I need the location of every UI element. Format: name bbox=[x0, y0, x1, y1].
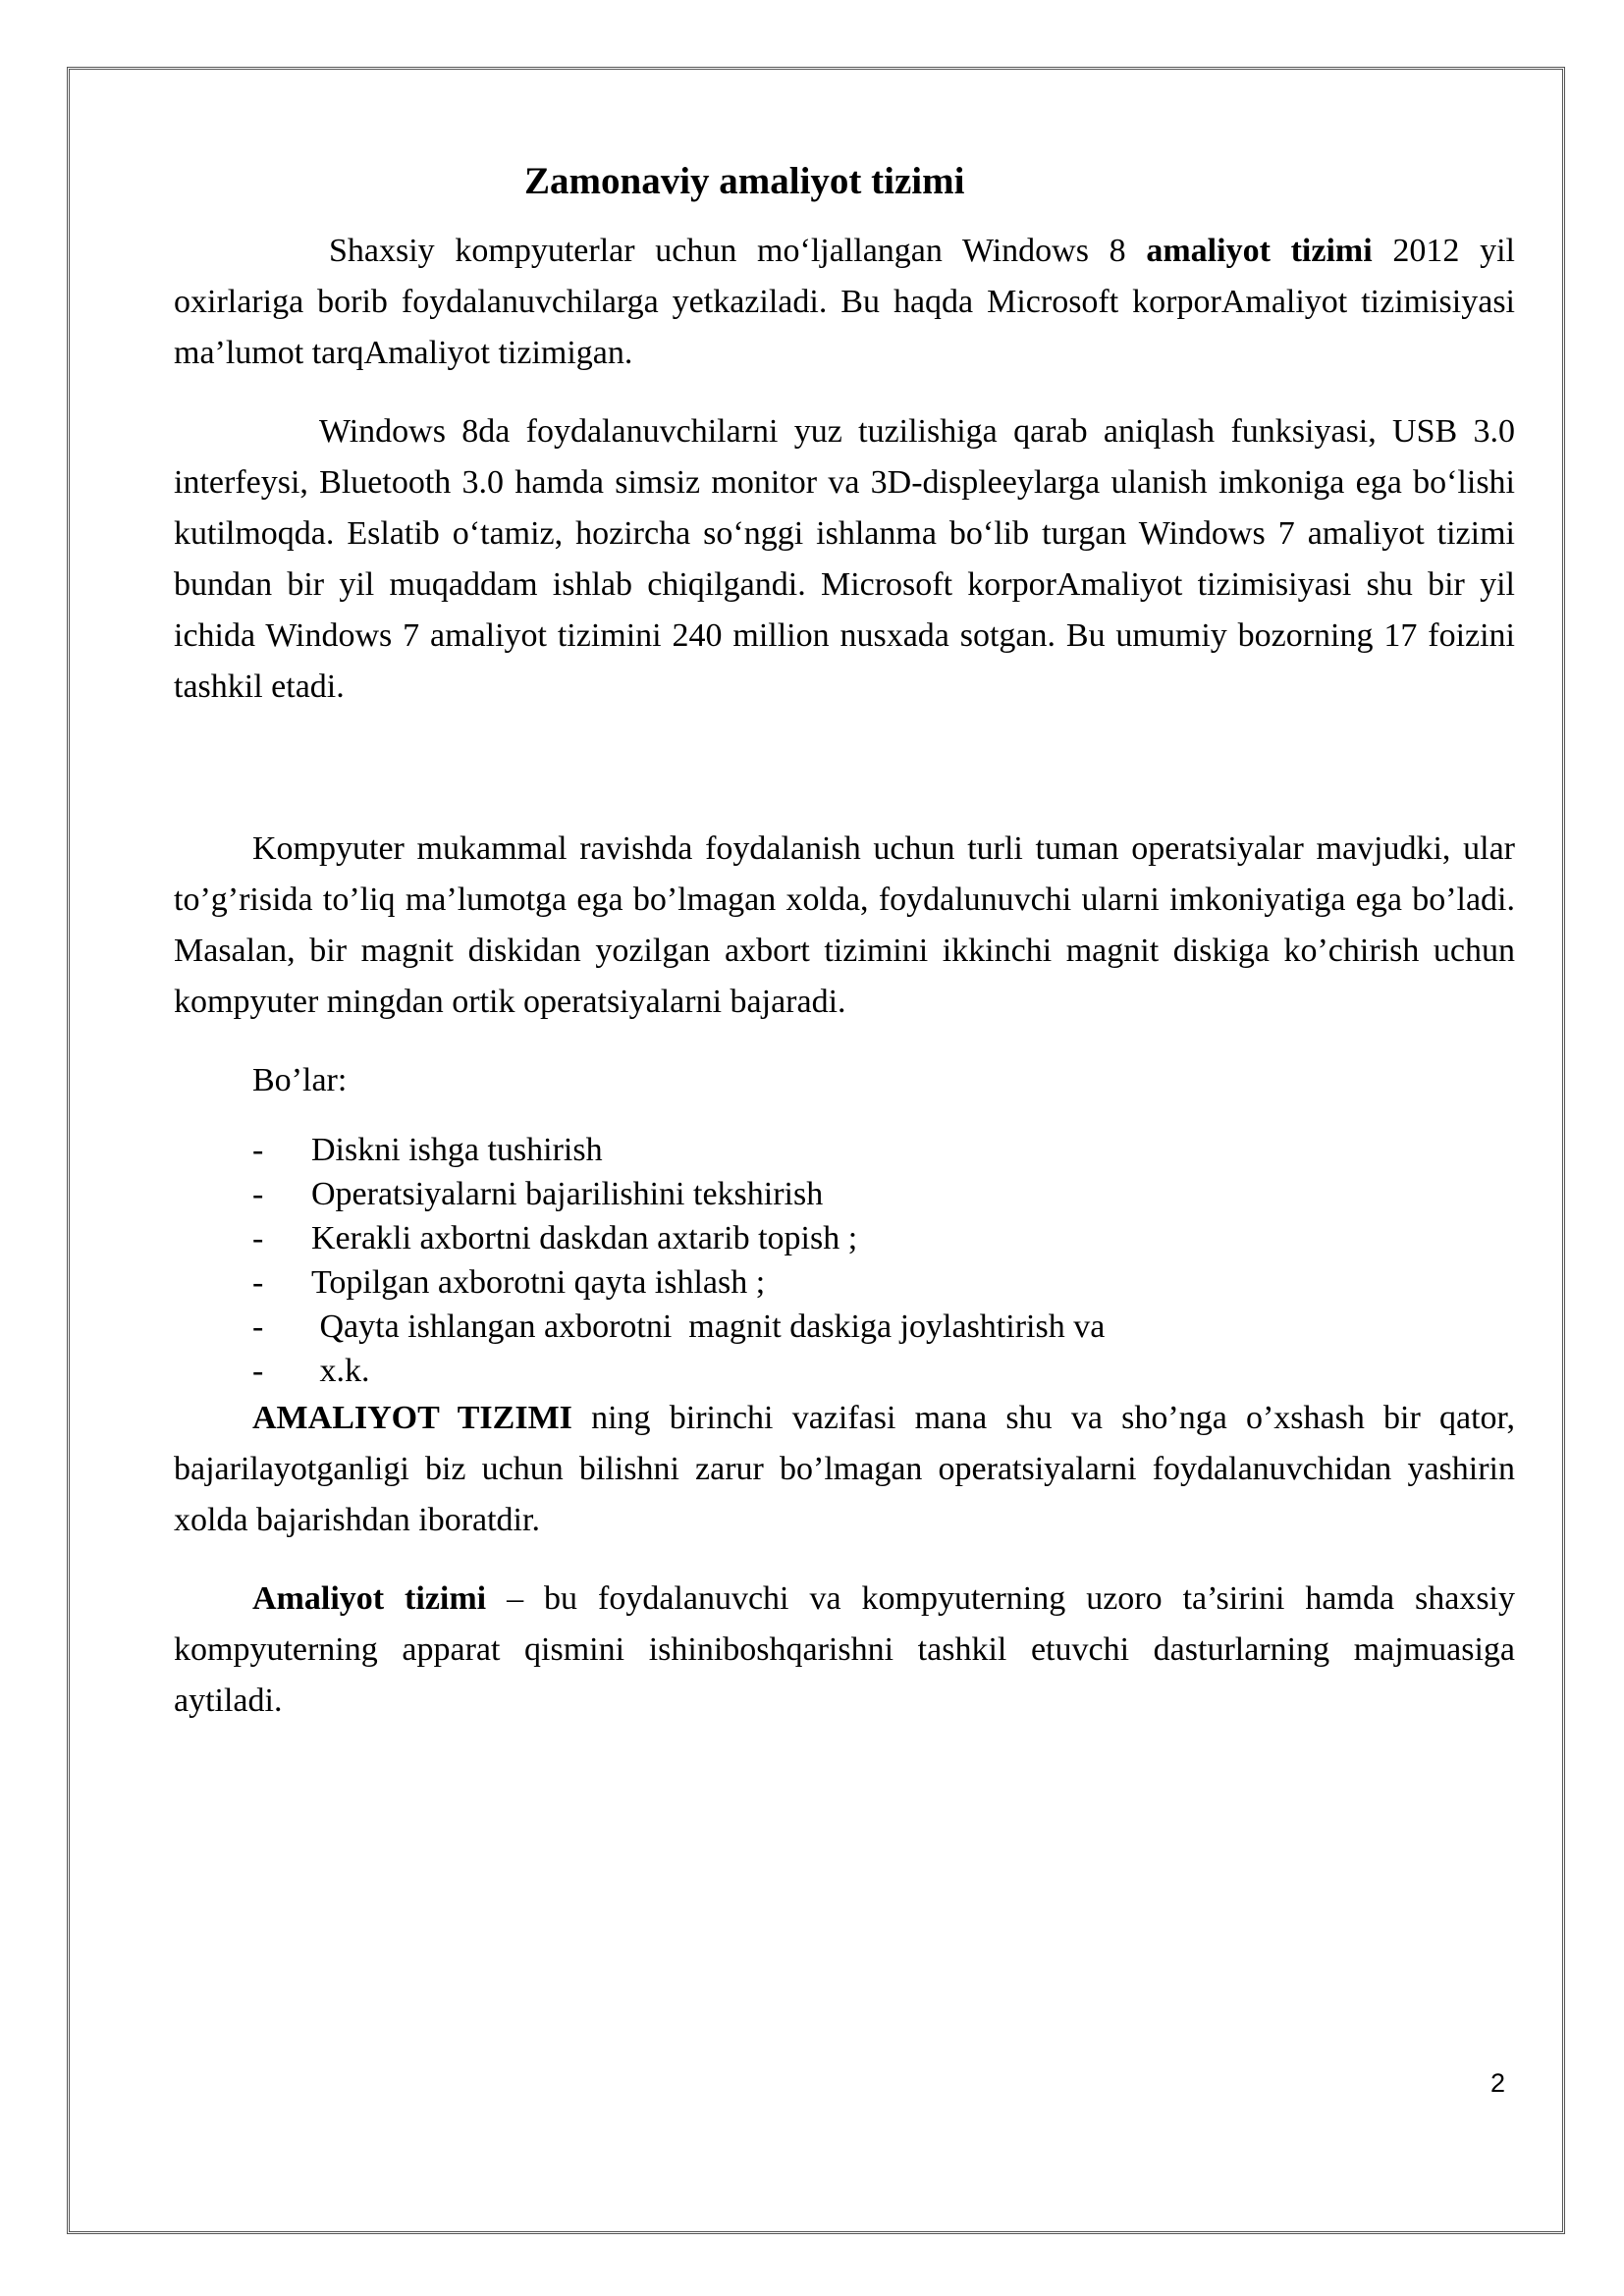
bold-term: amaliyot tizimi bbox=[1146, 233, 1373, 269]
list-item-text: Diskni ishga tushirish bbox=[311, 1132, 603, 1168]
list-label: Bo’lar: bbox=[252, 1062, 348, 1098]
list-item-text: x.k. bbox=[311, 1353, 370, 1389]
list-dash: - bbox=[252, 1132, 264, 1168]
page-number: 2 bbox=[1490, 2068, 1506, 2098]
list-dash: - bbox=[252, 1176, 264, 1212]
list-item bbox=[252, 1260, 1515, 1305]
list-item bbox=[252, 1349, 1515, 1393]
list-item-text: Qayta ishlangan axborotni magnit daskiga joylashtirish va bbox=[311, 1308, 1106, 1345]
paragraph-text: Shaxsiy kompyuterlar uchun mo‘ljallangan Windows 8 bbox=[329, 233, 1147, 269]
list-item-text: Operatsiyalarni bajarilishini tekshirish bbox=[311, 1176, 824, 1212]
document-body bbox=[174, 147, 1515, 1727]
paragraph-windows8-release bbox=[174, 226, 1515, 379]
paragraph-os-definition bbox=[174, 1574, 1515, 1727]
paragraph-text: 2012 yil oxirlariga borib foydalanuvchilarga yetkaziladi. Bu haqda Microsoft korporAmaliyot tizimisiyasi ma’lumot tarqAmaliyot tizimigan. bbox=[174, 233, 1515, 371]
list-dash: - bbox=[252, 1353, 264, 1389]
paragraph-text: – bu foydalanuvchi va kompyuterning uzoro ta’sirini hamda shaxsiy kompyuterning apparat qismini ishiniboshqarishni tashkil etuvchi dasturlarning majmuasiga aytiladi. bbox=[174, 1580, 1515, 1719]
list-dash: - bbox=[252, 1220, 264, 1256]
paragraph-text: ning birinchi vazifasi mana shu va sho’nga o’xshash bir qator, bajarilayotganligi biz uchun bilishni zarur bo’lmagan operatsiyalarni foydalanuvchidan yashirin xolda bajarishdan iboratdir. bbox=[174, 1400, 1516, 1538]
paragraph-os-first-task bbox=[174, 1393, 1515, 1546]
paragraph-windows8-features: Windows 8da foydalanuvchilarni yuz tuzilishiga qarab aniqlash funksiyasi, USB 3.0 interfeysi, Bluetooth 3.0 hamda simsiz monitor va 3D-displeeylarga ulanish imkoniga ega bo‘lishi kutilmoqda. Eslatib o‘tamiz, hozircha so‘nggi ishlanma bo‘lib turgan Windows 7 amaliyot tizimi bundan bir yil muqaddam ishlab chiqilgandi. Microsoft korporAmaliyot tizimisiyasi shu bir yil ichida Windows 7 amaliyot tizimini 240 million nusxada sotgan. Bu umumiy bozorning 17 foizini tashkil etadi. bbox=[174, 413, 1515, 705]
paragraph-operations: Kompyuter mukammal ravishda foydalanish uchun turli tuman operatsiyalar mavjudki, ular to’g’risida to’liq ma’lumotga ega bo’lmagan xolda, foydalunuvchi ularni imkoniyatiga ega bo’ladi. Masalan, bir magnit diskidan yozilgan axbort tizimini ikkinchi magnit diskiga ko’chirish uchun kompyuter mingdan ortik operatsiyalarni bajaradi. bbox=[174, 830, 1515, 1020]
bold-term: Amaliyot tizimi bbox=[252, 1580, 487, 1617]
bold-term: AMALIYOT TIZIMI bbox=[252, 1400, 572, 1436]
list-item bbox=[252, 1128, 1515, 1172]
page-title: Zamonaviy amaliyot tizimi bbox=[524, 160, 965, 202]
list-dash: - bbox=[252, 1308, 264, 1345]
list-item bbox=[252, 1305, 1515, 1349]
list-item bbox=[252, 1216, 1515, 1260]
list-item-text: Kerakli axbortni daskdan axtarib topish ; bbox=[311, 1220, 858, 1256]
list-dash: - bbox=[252, 1264, 264, 1301]
operations-list bbox=[174, 1128, 1515, 1393]
list-item-text: Topilgan axborotni qayta ishlash ; bbox=[311, 1264, 766, 1301]
list-item bbox=[252, 1172, 1515, 1216]
